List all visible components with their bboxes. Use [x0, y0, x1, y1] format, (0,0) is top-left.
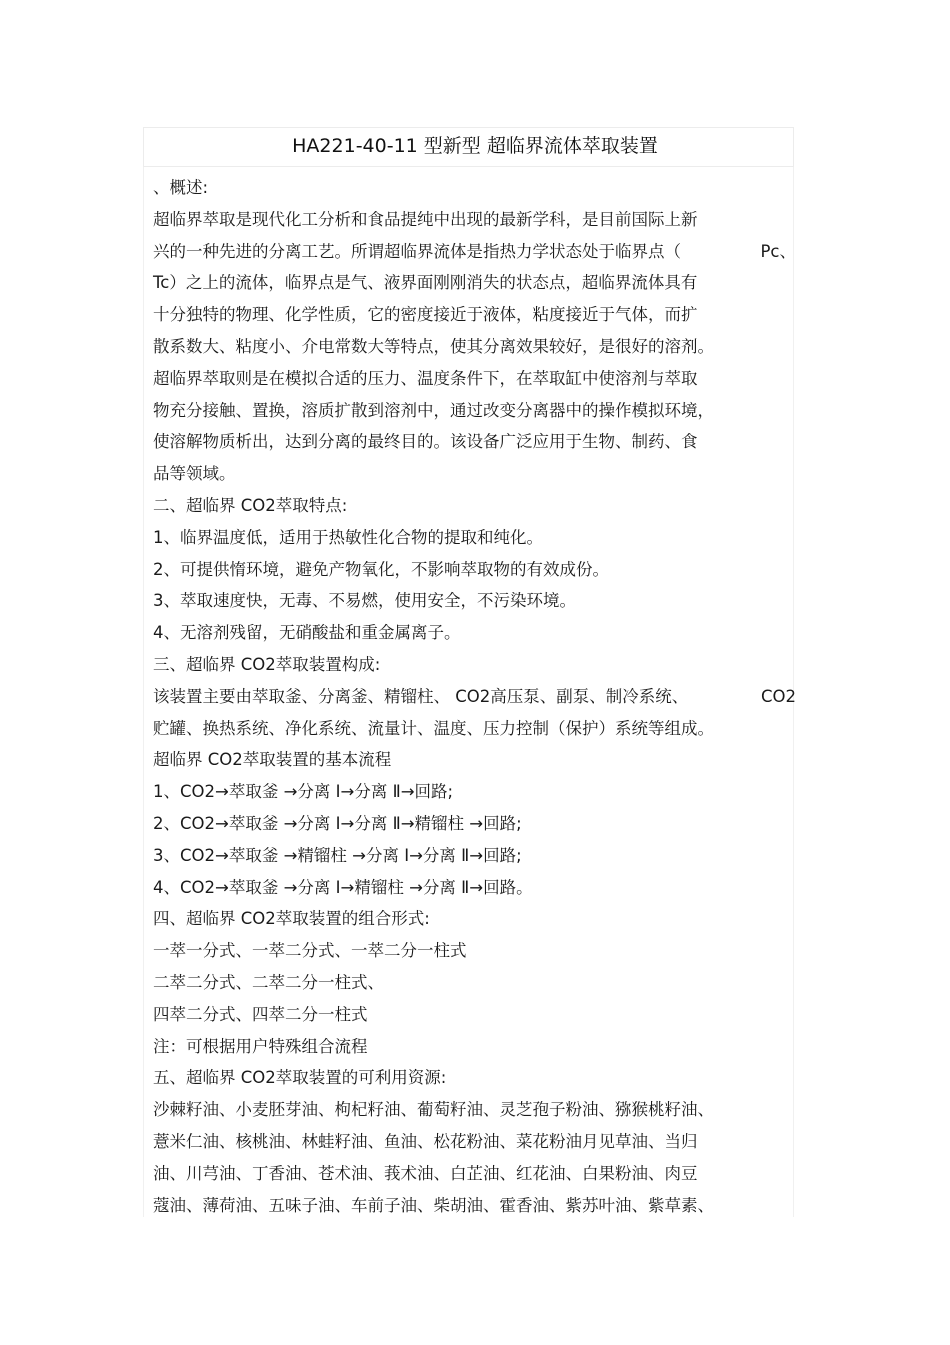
text-line-content: 2、CO2→萃取釜 →分离 Ⅰ→分离 Ⅱ→精镏柱 →回路;	[153, 813, 522, 833]
text-line-content: 使溶解物质析出，达到分离的最终目的。该设备广泛应用于生物、制药、食	[153, 432, 698, 452]
text-line	[153, 999, 793, 1031]
text-line	[153, 522, 793, 554]
text-line	[153, 713, 793, 745]
text-line-content: 蔻油、薄荷油、五味子油、车前子油、柴胡油、霍香油、紫苏叶油、紫草素、	[153, 1195, 714, 1215]
text-line-content: 注：可根据用户特殊组合流程	[153, 1036, 368, 1056]
text-line	[153, 1062, 793, 1094]
text-line-content: 沙棘籽油、小麦胚芽油、枸杞籽油、葡萄籽油、灵芝孢子粉油、猕猴桃籽油、	[153, 1100, 714, 1120]
text-line	[153, 426, 793, 458]
text-line-content: 3、萃取速度快，无毒、不易燃，使用安全，不污染环境。	[153, 591, 576, 611]
text-line-content: 超临界萃取是现代化工分析和食品提纯中出现的最新学科，是目前国际上新	[153, 209, 698, 229]
text-line-content: 一萃一分式、一萃二分式、一萃二分一柱式	[153, 941, 467, 961]
text-line-content: 油、川芎油、丁香油、苍术油、莪术油、白芷油、红花油、白果粉油、肉豆	[153, 1163, 698, 1183]
text-line-tail: Pc、	[760, 241, 796, 261]
text-line-content: 十分独特的物理、化学性质，它的密度接近于液体，粘度接近于气体，而扩	[153, 305, 698, 325]
text-line-content: 该装置主要由萃取釜、分离釜、精镏柱、 CO2高压泵、副泵、制冷系统、	[153, 686, 689, 706]
text-line-content: 三、超临界 CO2萃取装置构成:	[153, 654, 381, 674]
text-line	[153, 490, 793, 522]
text-line	[153, 267, 793, 299]
text-line	[153, 331, 793, 363]
text-line	[153, 776, 793, 808]
text-line-content: 二萃二分式、二萃二分一柱式、	[153, 972, 384, 992]
document-body	[153, 172, 796, 1221]
text-line	[153, 1126, 793, 1158]
text-line-content: 散系数大、粘度小、介电常数大等特点，使其分离效果较好，是很好的溶剂。	[153, 336, 714, 356]
text-line-content: Tc）之上的流体，临界点是气、液界面刚刚消失的状态点，超临界流体具有	[153, 273, 698, 293]
text-line	[153, 808, 793, 840]
text-line	[153, 236, 796, 268]
text-line	[153, 903, 793, 935]
text-line	[153, 1031, 793, 1063]
text-line-content: 4、无溶剂残留，无硝酸盐和重金属离子。	[153, 623, 461, 643]
text-line	[153, 872, 793, 904]
text-line-content: 薏米仁油、核桃油、林蛙籽油、鱼油、松花粉油、菜花粉油月见草油、当归	[153, 1131, 698, 1151]
text-line-content: 1、临界温度低，适用于热敏性化合物的提取和纯化。	[153, 527, 543, 547]
text-line-content: 四萃二分式、四萃二分一柱式	[153, 1004, 368, 1024]
text-line	[153, 1190, 793, 1222]
text-line-tail: CO2	[760, 686, 796, 706]
text-line	[153, 681, 796, 713]
text-line	[153, 172, 793, 204]
text-line	[153, 744, 793, 776]
text-line-content: 4、CO2→萃取釜 →分离 Ⅰ→精镏柱 →分离 Ⅱ→回路。	[153, 877, 533, 897]
text-line-content: 五、超临界 CO2萃取装置的可利用资源:	[153, 1068, 447, 1088]
text-line	[153, 840, 793, 872]
text-line-content: 兴的一种先进的分离工艺。所谓超临界流体是指热力学状态处于临界点（	[153, 241, 681, 261]
text-line	[153, 554, 793, 586]
text-line-content: 贮罐、换热系统、净化系统、流量计、温度、压力控制（保护）系统等组成。	[153, 718, 714, 738]
text-line	[153, 585, 793, 617]
text-line	[153, 395, 793, 427]
text-line-content: 四、超临界 CO2萃取装置的组合形式:	[153, 909, 430, 929]
text-line-content: 二、超临界 CO2萃取特点:	[153, 495, 348, 515]
text-line-content: 2、可提供惰环境，避免产物氧化，不影响萃取物的有效成份。	[153, 559, 609, 579]
text-line-content: 3、CO2→萃取釜 →精镏柱 →分离 Ⅰ→分离 Ⅱ→回路;	[153, 845, 522, 865]
document-title: HA221-40-11 型新型 超临界流体萃取装置	[292, 135, 658, 157]
text-line	[153, 458, 793, 490]
text-line	[153, 935, 793, 967]
text-line-content: 1、CO2→萃取釜 →分离 Ⅰ→分离 Ⅱ→回路;	[153, 782, 454, 802]
text-line-content: 品等领域。	[153, 464, 236, 484]
text-line-content: 物充分接触、置换，溶质扩散到溶剂中，通过改变分离器中的操作模拟环境，	[153, 400, 714, 420]
text-line	[153, 363, 793, 395]
text-line	[153, 967, 793, 999]
text-line	[153, 204, 793, 236]
text-line	[153, 649, 793, 681]
text-line-content: 超临界萃取则是在模拟合适的压力、温度条件下，在萃取缸中使溶剂与萃取	[153, 368, 698, 388]
text-line	[153, 617, 793, 649]
text-line-content: 超临界 CO2萃取装置的基本流程	[153, 750, 392, 770]
text-line	[153, 299, 793, 331]
text-line-content: 、概述:	[153, 178, 209, 197]
text-line	[153, 1094, 793, 1126]
text-line	[153, 1158, 793, 1190]
body-frame-left-border	[143, 167, 144, 1217]
